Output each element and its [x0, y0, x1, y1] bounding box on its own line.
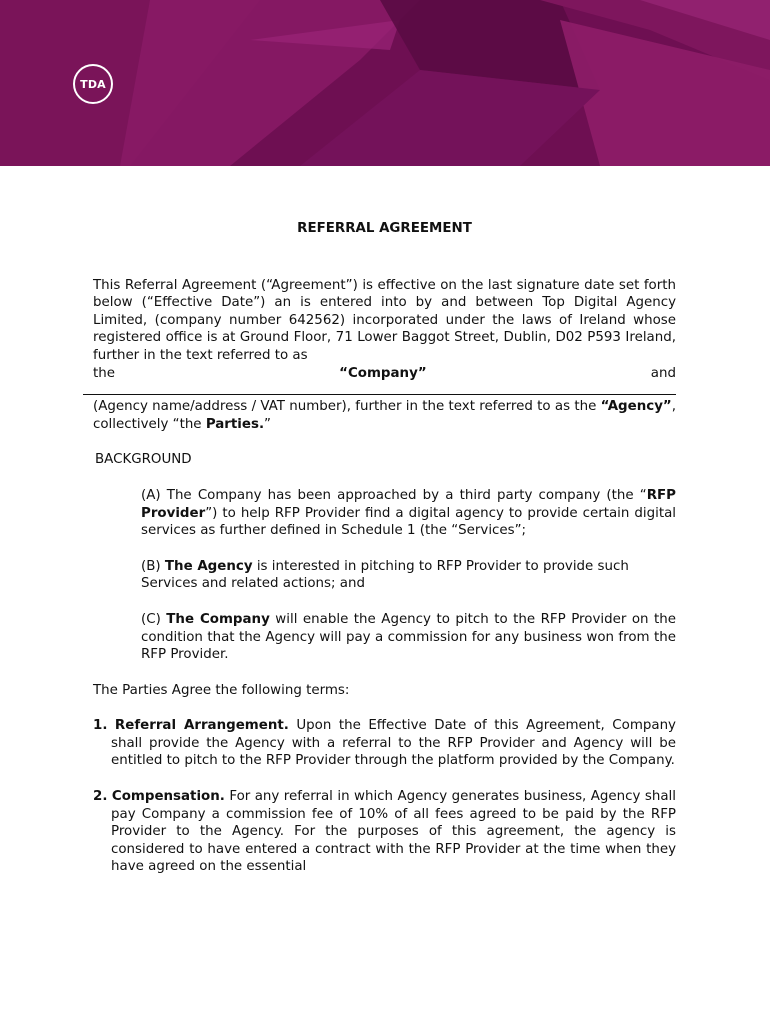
intro-text: This Referral Agreement (“Agreement”) is effective on the last signature date set forth below (“Effective Date”) an is entered into by and between Top Digital Agency Limited, (company number 642562) incorporated under the laws of Ireland whose registered office is at Ground Floor, 71 Lower Baggot Street, Dublin, D02 P593 Ireland, further in the text referred to as [93, 277, 676, 363]
recital-c [141, 611, 676, 664]
header-banner [0, 0, 770, 166]
clause-2-number: 2. [93, 789, 108, 805]
recital-b-pre: (B) [141, 558, 165, 574]
agency-term: “Agency” [600, 399, 672, 415]
recital-c-term: The Company [166, 611, 270, 627]
agency-signature-line[interactable] [83, 382, 676, 395]
recital-c-post: will enable the Agency to pitch to the RFP Provider on the condition that the Agency will pay a commission for any business won from the RFP Provider. [141, 611, 676, 663]
tda-logo: TDA [73, 64, 113, 104]
collectively-text: , collectively “the [93, 399, 676, 432]
recital-b-term: The Agency [164, 558, 253, 574]
recital-a-term: RFP Provider [141, 487, 676, 521]
recital-a-post: ”) to help RFP Provider find a digital agency to provide certain digital services as further defined in Schedule 1 (the “Services”; [141, 505, 676, 539]
agency-paragraph [93, 398, 676, 433]
clause-1-number: 1. [93, 718, 108, 734]
clause-2-heading: Compensation. [111, 789, 225, 805]
intro-company-line [93, 365, 676, 383]
clause-1-heading: Referral Arrangement. [114, 718, 289, 734]
clause-2 [93, 788, 676, 876]
intro-paragraph [93, 277, 676, 365]
banner-graphic [0, 0, 770, 166]
parties-term: Parties. [205, 416, 265, 432]
intro-and: and [650, 365, 676, 381]
document-body [93, 210, 676, 876]
agree-line: The Parties Agree the following terms: [93, 682, 350, 698]
recital-c-pre: (C) [141, 611, 167, 627]
agency-line-close: ” [264, 416, 271, 432]
recital-b-post: is interested in pitching to RFP Provider to provide such Services and related actions; and [141, 558, 629, 592]
clause-1 [93, 717, 676, 770]
recital-b [141, 558, 676, 593]
recital-a [141, 487, 676, 540]
clause-1-text: Upon the Effective Date of this Agreement, Company shall provide the Agency with a referral to the RFP Provider and Agency will be entitled to pitch to the RFP Provider through the platform provided by the Company. [111, 718, 676, 769]
document-title: REFERRAL AGREEMENT [297, 221, 472, 236]
recital-a-pre: (A) The Company has been approached by a third party company (the “ [141, 487, 647, 503]
company-term: “Company” [339, 365, 427, 381]
clause-2-text: For any referral in which Agency generates business, Agency shall pay Company a commission fee of 10% of all fees agreed to be paid by the RFP Provider to the Agency. For the purposes of this agreement, the agency is considered to have entered a contract with the RFP Provider at the time when they have agreed on the essential [111, 789, 676, 875]
background-heading: BACKGROUND [95, 452, 192, 468]
intro-the: the [93, 365, 115, 381]
agency-line-text: (Agency name/address / VAT number), further in the text referred to as the [93, 399, 597, 415]
